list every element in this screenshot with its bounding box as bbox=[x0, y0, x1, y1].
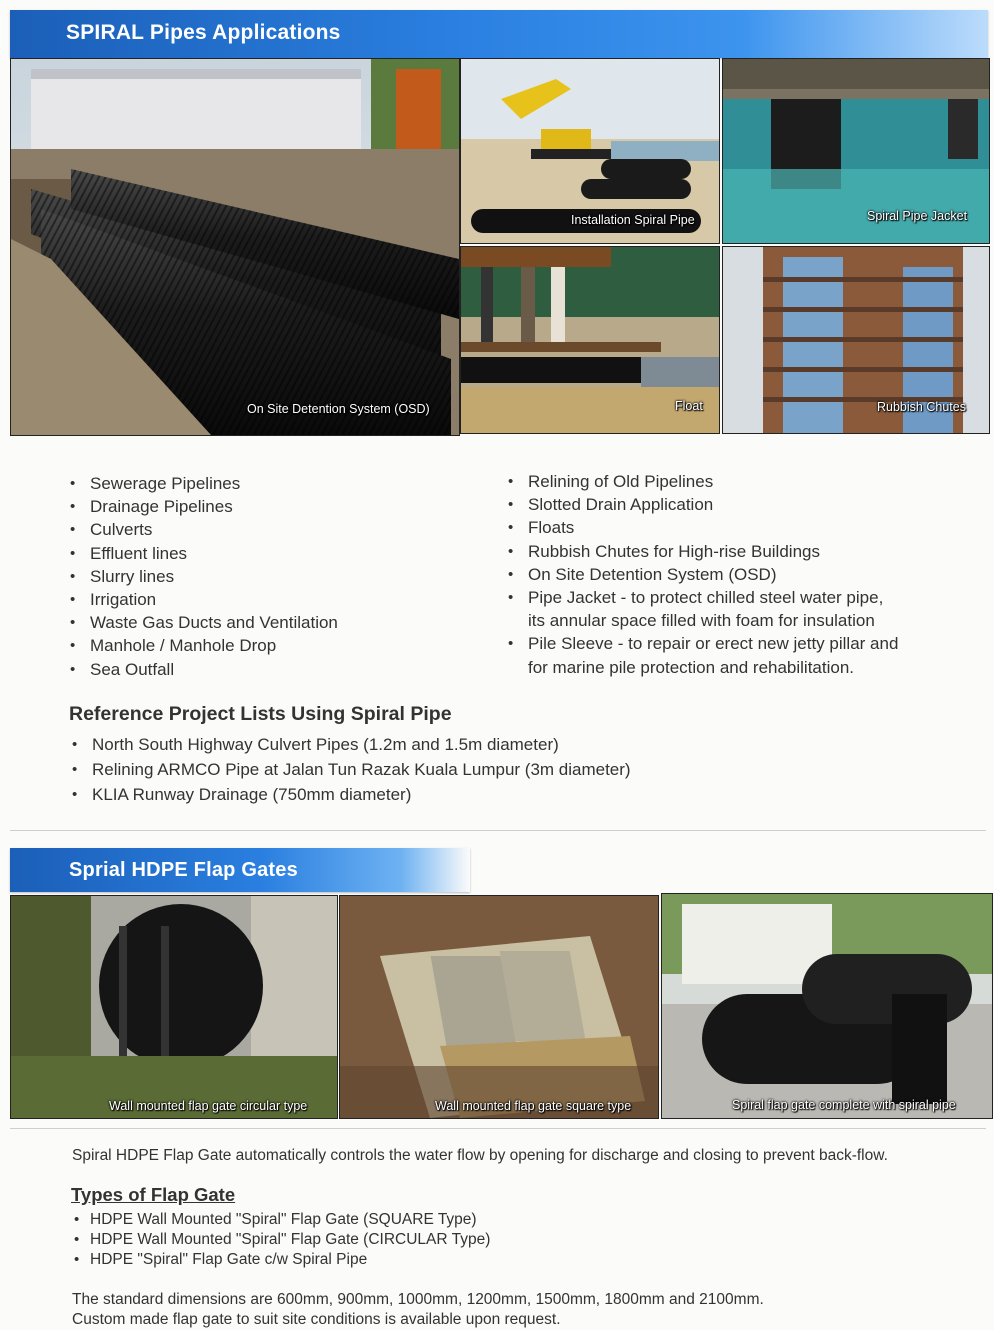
photo-caption: Wall mounted flap gate circular type bbox=[109, 1099, 308, 1113]
list-item: • Slurry lines bbox=[70, 565, 470, 588]
list-item: • HDPE Wall Mounted "Spiral" Flap Gate (SQUARE Type) bbox=[74, 1210, 674, 1230]
list-item: • Sea Outfall bbox=[70, 658, 470, 681]
list-item: • HDPE "Spiral" Flap Gate c/w Spiral Pipe bbox=[74, 1250, 674, 1270]
photo-installation bbox=[460, 58, 720, 244]
section-title: Sprial HDPE Flap Gates bbox=[69, 859, 298, 881]
photo-flap-gate-with-pipe bbox=[661, 893, 993, 1119]
osd-pipes-illustration bbox=[11, 59, 459, 435]
list-item: • Rubbish Chutes for High-rise Buildings bbox=[508, 540, 978, 563]
section-title: SPIRAL Pipes Applications bbox=[66, 21, 341, 44]
section-banner-flap-gates bbox=[10, 848, 470, 892]
dimensions-line-1: The standard dimensions are 600mm, 900mm, 1000mm, 1200mm, 1500mm, 1800mm and 2100mm. bbox=[72, 1291, 764, 1308]
list-item: • Sewerage Pipelines bbox=[70, 472, 470, 495]
flap-gate-square-illustration bbox=[340, 896, 658, 1118]
flap-gate-with-pipe-illustration bbox=[662, 894, 992, 1118]
photo-caption: Rubbish Chutes bbox=[877, 400, 966, 414]
flap-gate-circular-illustration bbox=[11, 896, 337, 1118]
section-divider bbox=[10, 830, 986, 831]
photo-caption: Spiral Pipe Jacket bbox=[867, 209, 968, 223]
photo-flap-gate-square bbox=[339, 895, 659, 1119]
list-item: • North South Highway Culvert Pipes (1.2m and 1.5m diameter) bbox=[72, 732, 772, 757]
types-heading: Types of Flap Gate bbox=[71, 1184, 236, 1205]
applications-list-left bbox=[70, 472, 470, 681]
photo-caption: Installation Spiral Pipe bbox=[571, 213, 695, 227]
applications-list-right bbox=[508, 470, 978, 679]
list-item: • Relining of Old Pipelines bbox=[508, 470, 978, 493]
photo-flap-gate-circular bbox=[10, 895, 338, 1119]
list-item: • Effluent lines bbox=[70, 542, 470, 565]
list-item: • Floats bbox=[508, 516, 978, 539]
photo-pipe-jacket bbox=[722, 58, 990, 244]
list-item: • KLIA Runway Drainage (750mm diameter) bbox=[72, 782, 772, 807]
dimensions-text bbox=[72, 1290, 972, 1330]
list-item: • Waste Gas Ducts and Ventilation bbox=[70, 611, 470, 634]
reference-heading: Reference Project Lists Using Spiral Pipe bbox=[69, 703, 452, 725]
list-item: • Drainage Pipelines bbox=[70, 495, 470, 518]
list-item: • On Site Detention System (OSD) bbox=[508, 563, 978, 586]
list-item: • Pile Sleeve - to repair or erect new jetty pillar and for marine pile protection and rehabilitation. bbox=[508, 632, 978, 678]
flap-gate-description: Spiral HDPE Flap Gate automatically controls the water flow by opening for discharge and closing to prevent back-flow. bbox=[72, 1147, 888, 1164]
section-divider bbox=[10, 1128, 986, 1129]
flap-gate-types-list bbox=[74, 1210, 674, 1270]
photo-osd bbox=[10, 58, 460, 436]
list-item: • Irrigation bbox=[70, 588, 470, 611]
list-item: • HDPE Wall Mounted "Spiral" Flap Gate (CIRCULAR Type) bbox=[74, 1230, 674, 1250]
photo-caption: Wall mounted flap gate square type bbox=[435, 1099, 632, 1113]
section-banner-spiral-pipes bbox=[10, 10, 988, 58]
list-item: • Slotted Drain Application bbox=[508, 493, 978, 516]
photo-caption: Spiral flap gate complete with spiral pipe bbox=[732, 1098, 956, 1112]
list-item: • Pipe Jacket - to protect chilled steel water pipe, its annular space filled with foam for insulation bbox=[508, 586, 978, 632]
photo-caption: On Site Detention System (OSD) bbox=[247, 402, 430, 416]
list-item: • Culverts bbox=[70, 518, 470, 541]
photo-float bbox=[460, 246, 720, 434]
photo-rubbish-chutes bbox=[722, 246, 990, 434]
list-item: • Manhole / Manhole Drop bbox=[70, 634, 470, 657]
photo-caption: Float bbox=[675, 399, 703, 413]
reference-list bbox=[72, 732, 772, 807]
dimensions-line-2: Custom made flap gate to suit site conditions is available upon request. bbox=[72, 1311, 561, 1328]
list-item: • Relining ARMCO Pipe at Jalan Tun Razak Kuala Lumpur (3m diameter) bbox=[72, 757, 772, 782]
